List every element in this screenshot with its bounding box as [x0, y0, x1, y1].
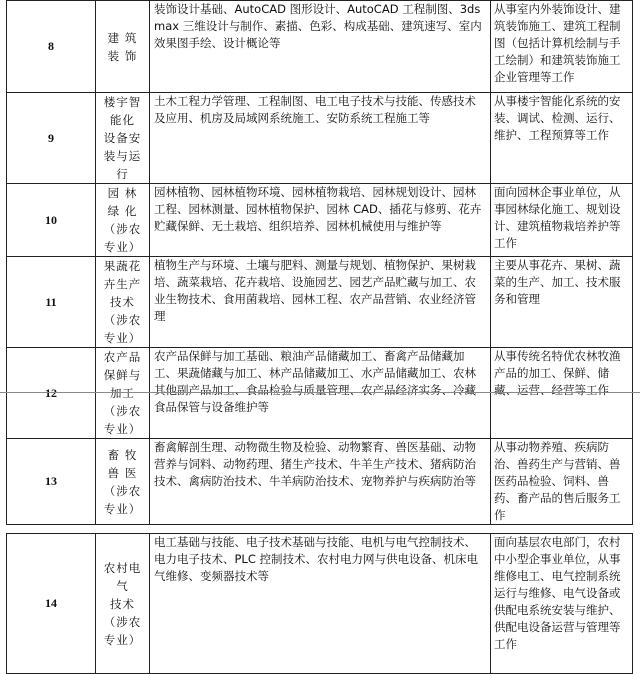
- table-row: [7, 439, 633, 525]
- core-courses: 畜禽解剖生理、动物微生物及检验、动物繁育、兽医基础、动物营养与饲料、动物药理、猪生产技术、牛羊生产技术、猪病防治技术、禽病防治技术、牛羊病防治技术、宠物养护与疾病防治等: [150, 439, 491, 525]
- job-direction: 面向基层农电部门，农村中小型企事业单位，从事维修电工、电气控制系统运行与维修、电气设备或供配电系统安装与维护、供配电设备运营与管理等工作: [491, 534, 633, 674]
- row-number: 8: [7, 1, 96, 93]
- major-name-line: 农产品保鲜与: [103, 350, 142, 382]
- row-number: 11: [7, 257, 96, 348]
- major-name: [96, 348, 150, 439]
- major-name: [96, 257, 150, 348]
- major-name-line: 技术: [110, 596, 135, 611]
- major-name-line: （涉农专业）: [103, 483, 142, 516]
- major-name: [96, 439, 150, 525]
- table-row: [7, 93, 633, 184]
- row-number: 10: [7, 184, 96, 257]
- major-name-line: 楼宇智能化: [103, 95, 142, 127]
- major-name: [96, 93, 150, 184]
- core-courses: 植物生产与环境、土壤与肥料、测量与规划、植物保护、果树栽培、蔬菜栽培、花卉栽培、设施园艺、园艺产品贮藏与加工、农业生物技术、食用菌栽培、园林工程、农产品营销、农业经济管理: [150, 257, 491, 348]
- table-row: [7, 1, 633, 93]
- job-direction: 从事传统名特优农林牧渔产品的加工、保鲜、储藏、运营、经营等工作: [491, 348, 633, 439]
- major-name: [96, 534, 150, 674]
- major-name-line: 建 筑 装 饰: [107, 30, 138, 63]
- table-row: [7, 257, 633, 348]
- page-gap-cell: [7, 525, 633, 534]
- major-name-line: 设备安装与运行: [103, 131, 142, 181]
- major-name-line: （涉农专业）: [103, 614, 142, 647]
- job-direction: 面向园林企事业单位，从事园林绿化施工、规划设计、建筑植物栽培养护等工作: [491, 184, 633, 257]
- row-number: 9: [7, 93, 96, 184]
- job-direction: 从事动物养殖、疾病防治、兽药生产与营销、兽医药品检验、饲料、兽药、畜产品的售后服务工作: [491, 439, 633, 525]
- job-direction: 从事室内外装饰设计、建筑装饰施工、建筑工程制图（包括计算机绘制与手工绘制）和建筑装饰施工企业管理等工作: [491, 1, 633, 93]
- row-number: 14: [7, 534, 96, 674]
- table-row: [7, 184, 633, 257]
- major-name-line: 加工: [110, 386, 135, 400]
- major-name-line: （涉农专业）: [103, 222, 142, 254]
- job-direction: 主要从事花卉、果树、蔬菜的生产、加工、技术服务和管理: [491, 257, 633, 348]
- row-number: 12: [7, 348, 96, 439]
- job-direction: 从事楼宇智能化系统的安装、调试、检测、运行、维护、工程预算等工作: [491, 93, 633, 184]
- core-courses: 土木工程力学管理、工程制图、电工电子技术与技能、传感技术及应用、机房及局域网系统施工、安防系统工程施工等: [150, 93, 491, 184]
- page-break-line: [0, 392, 640, 393]
- core-courses: 园林植物、园林植物环境、园林植物栽培、园林规划设计、园林工程、园林测量、园林植物保护、园林 CAD、插花与修剪、花卉贮藏保鲜、无土栽培、组织培养、园林机械使用与维护等: [150, 184, 491, 257]
- core-courses: 电工基础与技能、电子技术基础与技能、电机与电气控制技术、电力电子技术、PLC 控制技术、农村电力网与供电设备、机床电气维修、变频器技术等: [150, 534, 491, 674]
- table-row: [7, 348, 633, 439]
- major-table: [6, 0, 633, 674]
- core-courses: 农产品保鲜与加工基础、粮油产品储藏加工、畜禽产品储藏加工、果蔬储藏与加工、林产品储藏加工、水产品储藏加工、农林其他副产品加工、食品检验与质量管理、农产品经济实务、冷藏食品保管与设备维护等: [150, 348, 491, 439]
- major-name-line: 畜 牧 兽 医: [107, 447, 138, 480]
- core-courses: 装饰设计基础、AutoCAD 图形设计、AutoCAD 工程制图、3ds max 三维设计与制作、素描、色彩、构成基础、建筑速写、室内效果图手绘、设计概论等: [150, 1, 491, 93]
- table-row: [7, 534, 633, 674]
- major-name-line: 农村电气: [103, 560, 142, 593]
- major-name-line: （涉农专业）: [103, 313, 142, 345]
- major-name: [96, 1, 150, 93]
- major-name-line: 果蔬花卉生产: [103, 259, 142, 291]
- major-name-line: 技术: [110, 295, 135, 309]
- major-name: [96, 184, 150, 257]
- page-gap: [7, 525, 633, 534]
- row-number: 13: [7, 439, 96, 525]
- major-name-line: 园 林 绿 化: [107, 186, 138, 218]
- major-name-line: （涉农专业）: [103, 404, 142, 436]
